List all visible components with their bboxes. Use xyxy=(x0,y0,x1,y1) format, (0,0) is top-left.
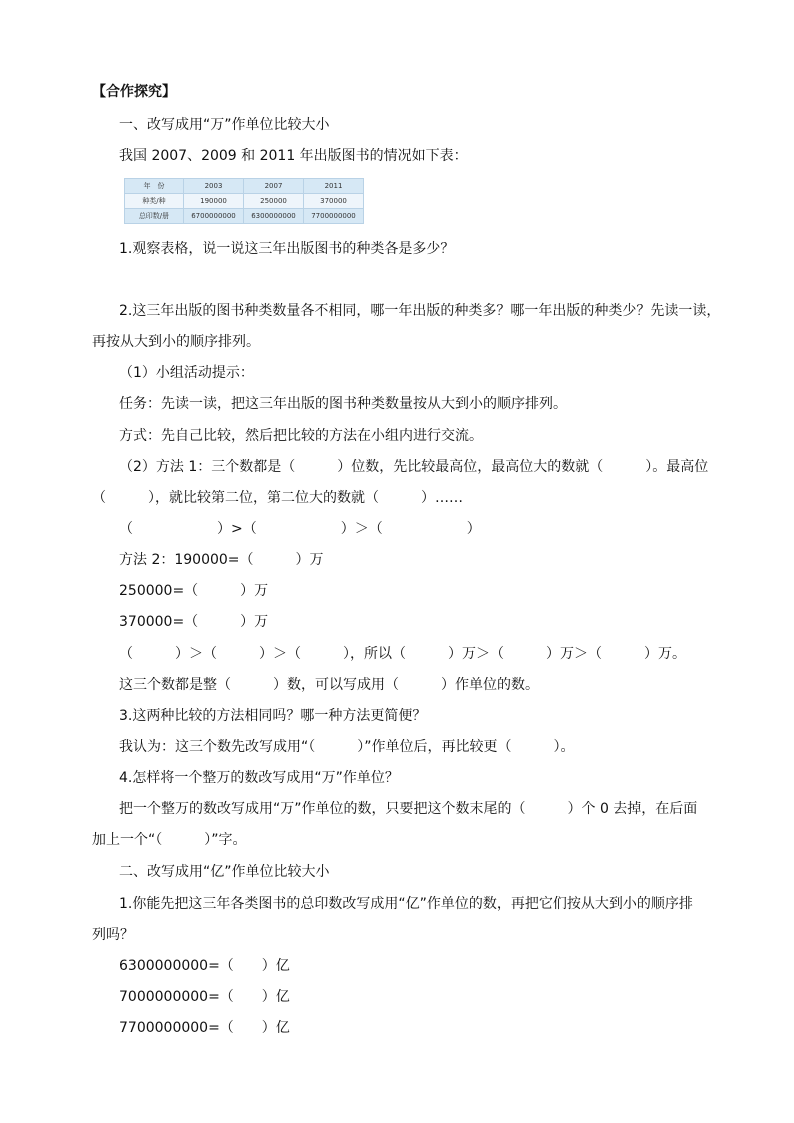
table-cell: 年 份 xyxy=(125,179,184,194)
question-3-answer: 我认为：这三个数先改写成用“（ ）”作单位后，再比较更（ ）。 xyxy=(119,739,575,755)
question-4-answer-line1: 把一个整万的数改写成用“万”作单位的数，只要把这个数末尾的（ ）个 0 去掉，在后面 xyxy=(119,801,698,817)
table-cell: 2003 xyxy=(184,179,244,194)
part2-question-1-line1: 1.你能先把这三年各类图书的总印数改写成用“亿”作单位的数，再把它们按从大到小的顺序排 xyxy=(119,896,693,912)
yi-conversion-3: 7700000000=（ ）亿 xyxy=(119,1020,290,1036)
compare-line: （ ）>（ ）＞（ ） xyxy=(119,521,481,537)
question-1: 1.观察表格，说一说这三年出版图书的种类各是多少？ xyxy=(119,241,455,257)
method2-compare: （ ）＞（ ）＞（ ），所以（ ）万＞（ ）万＞（ ）万。 xyxy=(119,646,686,662)
table-cell: 7700000000 xyxy=(304,209,364,224)
table-cell: 190000 xyxy=(184,194,244,209)
section-heading: 【合作探究】 xyxy=(92,84,176,100)
method-text: 方式：先自己比较，然后把比较的方法在小组内进行交流。 xyxy=(119,428,483,444)
question-4: 4.怎样将一个整万的数改写成用“万”作单位？ xyxy=(119,770,399,786)
task-text: 任务：先读一读，把这三年出版的图书种类数量按从大到小的顺序排列。 xyxy=(119,396,567,412)
yi-conversion-1: 6300000000=（ ）亿 xyxy=(119,958,290,974)
table-row xyxy=(125,179,364,194)
method1-line1: （2）方法 1：三个数都是（ ）位数，先比较最高位，最高位大的数就（ ）。最高位 xyxy=(119,459,709,475)
table-cell: 6300000000 xyxy=(244,209,304,224)
table-row xyxy=(125,194,364,209)
method2-line1: 方法 2：190000=（ ）万 xyxy=(119,552,324,568)
method2-line3: 370000=（ ）万 xyxy=(119,614,269,630)
whole-number-line: 这三个数都是整（ ）数，可以写成用（ ）作单位的数。 xyxy=(119,677,539,693)
method2-line2: 250000=（ ）万 xyxy=(119,583,269,599)
publishing-table xyxy=(124,178,364,224)
question-2-line2: 再按从大到小的顺序排列。 xyxy=(92,334,260,350)
question-2-line1: 2.这三年出版的图书种类数量各不相同，哪一年出版的种类多？哪一年出版的种类少？先读一读， xyxy=(119,303,721,319)
method1-line2: （ ），就比较第二位，第二位大的数就（ ）…… xyxy=(92,490,463,506)
part2-title: 二、改写成用“亿”作单位比较大小 xyxy=(119,864,330,880)
table-cell: 2011 xyxy=(304,179,364,194)
intro-text: 我国 2007、2009 和 2011 年出版图书的情况如下表： xyxy=(119,148,468,164)
table-cell: 6700000000 xyxy=(184,209,244,224)
question-3: 3.这两种比较的方法相同吗？哪一种方法更简便？ xyxy=(119,708,427,724)
table-cell: 2007 xyxy=(244,179,304,194)
table-cell: 370000 xyxy=(304,194,364,209)
activity-hint: （1）小组活动提示： xyxy=(119,365,254,381)
table-cell: 250000 xyxy=(244,194,304,209)
table-cell: 种类/种 xyxy=(125,194,184,209)
question-4-answer-line2: 加上一个“（ ）”字。 xyxy=(92,832,247,848)
part2-question-1-line2: 列吗？ xyxy=(92,927,134,943)
table-row xyxy=(125,209,364,224)
table-cell: 总印数/册 xyxy=(125,209,184,224)
yi-conversion-2: 7000000000=（ ）亿 xyxy=(119,989,290,1005)
part1-title: 一、改写成用“万”作单位比较大小 xyxy=(119,117,330,133)
